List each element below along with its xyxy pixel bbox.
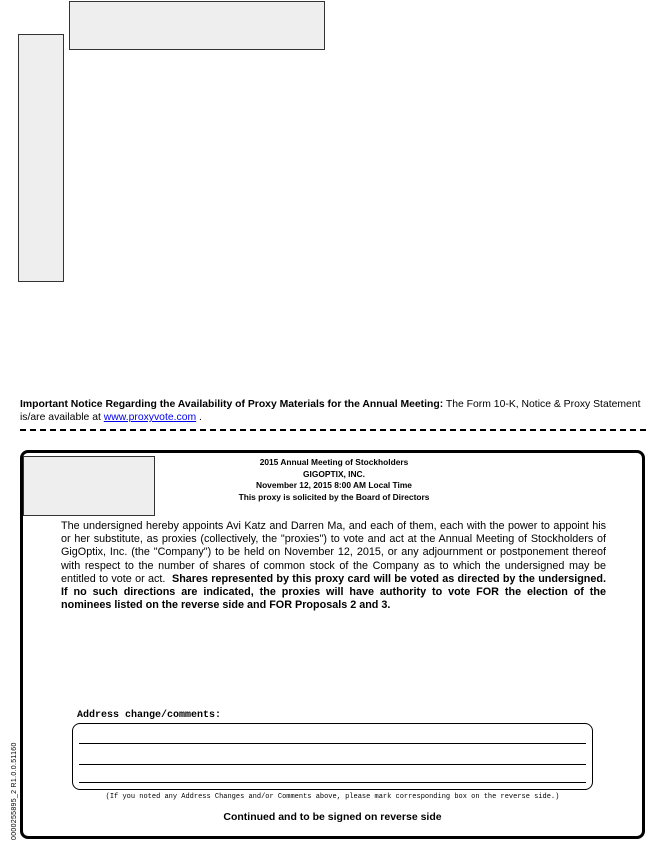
- comment-line: [79, 743, 586, 744]
- address-change-note: (If you noted any Address Changes and/or Comments above, please mark corresponding box on the reverse side.): [105, 793, 560, 801]
- barcode-placeholder-box: [18, 34, 64, 282]
- important-notice: [20, 398, 645, 424]
- document-id-code: 0000255895_2 R1.0.0.51160: [11, 742, 18, 840]
- detach-dashed-line: [20, 429, 646, 431]
- proxy-voting-instructions: Shares represented by this proxy card will be voted as directed by the undersigned. If no such directions are indicated, the proxies will have authority to vote FOR the election of the nominees listed on the reverse side and FOR Proposals 2 and 3.: [61, 572, 606, 612]
- address-window-box: [69, 1, 325, 50]
- solicitation-statement: This proxy is solicited by the Board of Directors: [238, 491, 430, 502]
- address-change-label: Address change/comments:: [77, 710, 222, 721]
- company-name: GIGOPTIX, INC.: [303, 468, 365, 479]
- card-logo-placeholder-box: [23, 456, 155, 516]
- comment-line: [79, 764, 586, 765]
- meeting-title: 2015 Annual Meeting of Stockholders: [259, 457, 409, 467]
- card-header: [175, 457, 493, 503]
- proxy-body: [61, 520, 606, 612]
- proxyvote-link[interactable]: www.proxyvote.com: [103, 412, 197, 423]
- notice-text: The Form 10-K, Notice & Proxy Statement is/are available at: [20, 399, 641, 423]
- address-change-field[interactable]: [72, 723, 593, 790]
- continued-notice: Continued and to be signed on reverse side: [223, 811, 442, 823]
- proxy-appointment-text: The undersigned hereby appoints Avi Katz and Darren Ma, and each of them, each with the power to appoint his or her substitute, as proxies (collectively, the "proxies") to vote and act at the Annual Meeting of Stockholders of GigOptix, Inc. (the "Company") to be held on November 12, 2015, or any adjournment or postponement thereof with respect to the number of shares of common stock of the Company as to which the undersigned may be entitled to vote or act.: [61, 520, 606, 585]
- meeting-datetime: November 12, 2015 8:00 AM Local Time: [256, 480, 412, 491]
- notice-heading: Important Notice Regarding the Availability of Proxy Materials for the Annual Meeting:: [20, 399, 444, 410]
- notice-trailing: .: [196, 412, 202, 423]
- comment-line: [79, 782, 586, 783]
